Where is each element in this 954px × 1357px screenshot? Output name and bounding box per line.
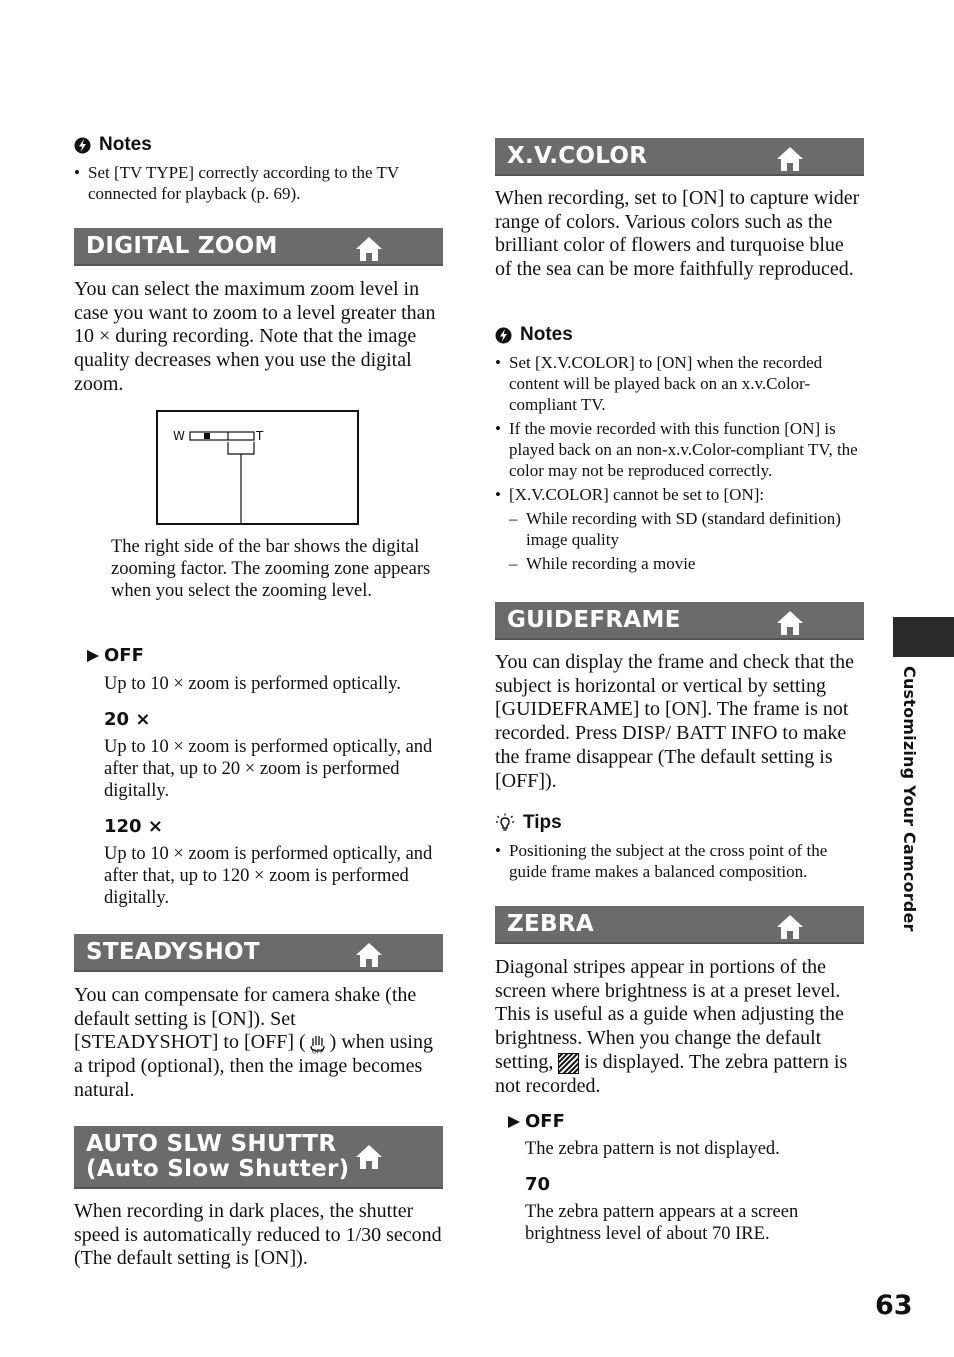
list-item: • Set [X.V.COLOR] to [ON] when the recorded content will be played back on an x.v.Color-compliant TV.: [495, 352, 864, 415]
section-header-steadyshot: STEADYSHOT: [74, 934, 443, 972]
option-70-text: The zebra pattern appears at a screen brightness level of about 70 IRE.: [525, 1202, 799, 1244]
list-item: • If the movie recorded with this function [ON] is played back on an non-x.v.Color-compliant TV, the color may not be reproduced correctly.: [495, 418, 864, 481]
notes-icon: [74, 137, 91, 154]
home-icon: [776, 610, 804, 636]
zebra-description: Diagonal stripes appear in portions of the screen where brightness is at a preset level. This is useful as a guide when adjusting the brightness. When you change the default setting, is displayed. The zebra pattern is not recorded.: [495, 956, 848, 1097]
zoom-bar-graphic: [158, 412, 357, 523]
option-120x-heading: 120 ×: [104, 816, 163, 837]
section-header-zebra: ZEBRA: [495, 906, 864, 944]
steadyshot-description: You can compensate for camera shake (the default setting is [ON]). Set [STEADYSHOT] to [OFF] ( OFF ) when using a tripod (optional), then the image becomes natural.: [74, 984, 433, 1101]
section-header-digital-zoom: DIGITAL ZOOM: [74, 228, 443, 266]
option-off-text: The zebra pattern is not displayed.: [525, 1139, 780, 1159]
svg-text:OFF: OFF: [311, 1048, 324, 1054]
option-off-text: Up to 10 × zoom is performed optically.: [104, 674, 401, 694]
default-arrow-icon: [86, 649, 100, 663]
guideframe-description: You can display the frame and check that the subject is horizontal or vertical by setting [GUIDEFRAME] to [ON]. The frame is not recorded. Press DISP/ BATT INFO to make the frame disappear (The default setting is [OFF]).: [495, 651, 854, 792]
home-icon: [355, 942, 383, 968]
home-icon: [355, 1144, 383, 1170]
tips-heading: Tips: [495, 812, 562, 834]
home-icon: [776, 914, 804, 940]
home-icon: [776, 146, 804, 172]
list-item: • [X.V.COLOR] cannot be set to [ON]:: [495, 484, 864, 505]
option-70-heading: 70: [525, 1174, 551, 1195]
tips-list: [495, 840, 864, 885]
zoom-w-label: W: [173, 429, 185, 443]
chapter-label: Customizing Your Camcorder: [900, 666, 919, 932]
default-arrow-icon: [507, 1115, 521, 1129]
list-item: • Positioning the subject at the cross point of the guide frame makes a balanced composition.: [495, 840, 864, 882]
steadyshot-off-icon: [306, 1034, 330, 1054]
option-off-heading: OFF: [86, 645, 144, 666]
zoom-diagram: [156, 410, 359, 525]
list-item: • Set [TV TYPE] correctly according to the TV connected for playback (p. 69).: [74, 162, 443, 204]
notes-icon: [495, 327, 512, 344]
option-120x-text: Up to 10 × zoom is performed optically, and after that, up to 120 × zoom is performed digitally.: [104, 844, 433, 908]
list-item: – While recording a movie: [495, 553, 864, 574]
section-header-auto-slow-shutter: AUTO SLW SHUTTR (Auto Slow Shutter): [74, 1126, 443, 1189]
option-20x-heading: 20 ×: [104, 709, 151, 730]
auto-slow-shutter-description: When recording in dark places, the shutter speed is automatically reduced to 1/30 second (The default setting is [ON]).: [74, 1200, 442, 1270]
option-20x-text: Up to 10 × zoom is performed optically, and after that, up to 20 × zoom is performed digitally.: [104, 737, 433, 801]
option-off-heading: OFF: [507, 1111, 565, 1132]
section-header-xvcolor: X.V.COLOR: [495, 138, 864, 176]
zebra-pattern-icon: [558, 1053, 579, 1074]
zoom-t-label: T: [256, 429, 264, 443]
notes-heading: Notes: [495, 324, 573, 346]
zoom-diagram-caption: The right side of the bar shows the digital zooming factor. The zooming zone appears when you select the zooming level.: [111, 537, 431, 601]
notes-heading: Notes: [74, 134, 152, 156]
xvcolor-description: When recording, set to [ON] to capture wider range of colors. Various colors such as the brilliant color of flowers and turquoise blue of the sea can be more faithfully reproduced.: [495, 187, 860, 281]
list-item: – While recording with SD (standard definition) image quality: [495, 508, 864, 550]
chapter-tab: [893, 617, 954, 657]
tips-lightbulb-icon: [495, 813, 515, 833]
xvcolor-notes-list: [495, 352, 864, 577]
page-number: 63: [875, 1290, 913, 1321]
section-header-guideframe: GUIDEFRAME: [495, 602, 864, 640]
digital-zoom-description: You can select the maximum zoom level in case you want to zoom to a level greater than 10 × during recording. Note that the image quality decreases when you use the digital zoom.: [74, 278, 436, 395]
notes-list: [74, 162, 443, 207]
home-icon: [355, 236, 383, 262]
